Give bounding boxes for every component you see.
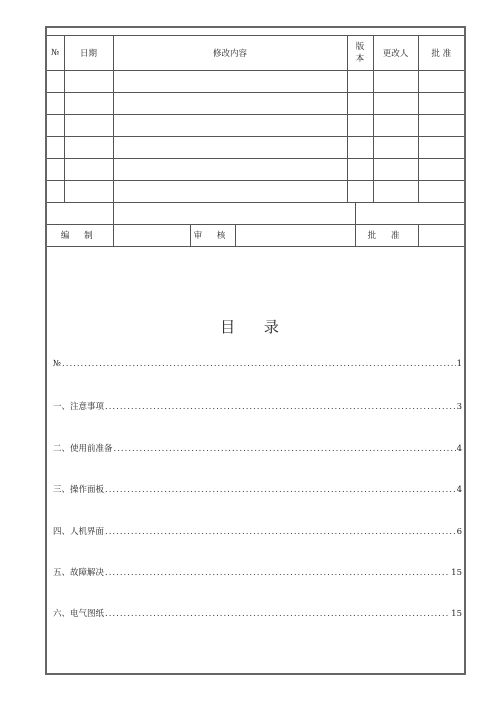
toc-item-label: 六、电气图纸 bbox=[53, 609, 105, 620]
toc-leader-dots bbox=[105, 568, 450, 578]
signoff-blank-row bbox=[47, 202, 464, 224]
toc-leader-dots bbox=[114, 444, 456, 454]
toc-item-page: 1 bbox=[456, 359, 462, 369]
revision-row bbox=[47, 180, 464, 202]
header-content: 修改内容 bbox=[113, 36, 347, 70]
toc-item[interactable] bbox=[53, 442, 462, 483]
header-version-line2: 本 bbox=[355, 53, 365, 64]
toc-item-label: 二、使用前准备 bbox=[53, 443, 113, 454]
revision-row bbox=[47, 70, 464, 92]
revision-row bbox=[47, 158, 464, 180]
revision-table bbox=[47, 36, 464, 247]
header-no: № bbox=[47, 36, 64, 70]
toc-leader-dots bbox=[105, 527, 456, 537]
toc-item[interactable] bbox=[53, 359, 462, 400]
toc-leader-dots bbox=[105, 485, 456, 495]
toc-item-page: 4 bbox=[456, 485, 462, 496]
document-frame bbox=[45, 26, 466, 675]
revision-row bbox=[47, 92, 464, 114]
approve-label: 批 准 bbox=[355, 224, 418, 246]
signoff-row bbox=[47, 224, 464, 246]
header-approve: 批 准 bbox=[418, 36, 464, 70]
toc-item-page: 3 bbox=[456, 402, 462, 413]
compile-label: 编 制 bbox=[47, 224, 113, 246]
header-version bbox=[347, 36, 373, 70]
toc-item-page: 4 bbox=[456, 443, 462, 454]
toc-item[interactable] bbox=[53, 566, 462, 607]
table-of-contents bbox=[53, 359, 462, 649]
toc-item-label: 三、操作面板 bbox=[53, 485, 105, 496]
header-modifier: 更改人 bbox=[373, 36, 418, 70]
toc-title: 目 录 bbox=[220, 318, 291, 336]
review-cell bbox=[113, 224, 355, 246]
toc-item-label: 一、注意事项 bbox=[53, 402, 105, 413]
header-version-line1: 版 bbox=[355, 41, 365, 52]
toc-leader-dots bbox=[62, 359, 456, 369]
toc-item-page: 15 bbox=[451, 567, 462, 578]
toc-leader-dots bbox=[105, 402, 456, 412]
toc-leader-dots bbox=[105, 609, 450, 619]
header-date: 日期 bbox=[64, 36, 113, 70]
revision-header-row bbox=[47, 36, 464, 70]
toc-item-label: 四、人机界面 bbox=[53, 526, 105, 537]
toc-item[interactable] bbox=[53, 525, 462, 566]
revision-row bbox=[47, 114, 464, 136]
toc-item-page: 15 bbox=[451, 609, 462, 620]
revision-row bbox=[47, 136, 464, 158]
review-label: 审 核 bbox=[190, 225, 236, 246]
toc-item[interactable] bbox=[53, 400, 462, 441]
toc-item[interactable] bbox=[53, 607, 462, 648]
toc-item[interactable] bbox=[53, 483, 462, 524]
toc-item-page: 6 bbox=[456, 526, 462, 537]
toc-item-label: № bbox=[53, 359, 62, 369]
toc-item-label: 五、故障解决 bbox=[53, 567, 105, 578]
